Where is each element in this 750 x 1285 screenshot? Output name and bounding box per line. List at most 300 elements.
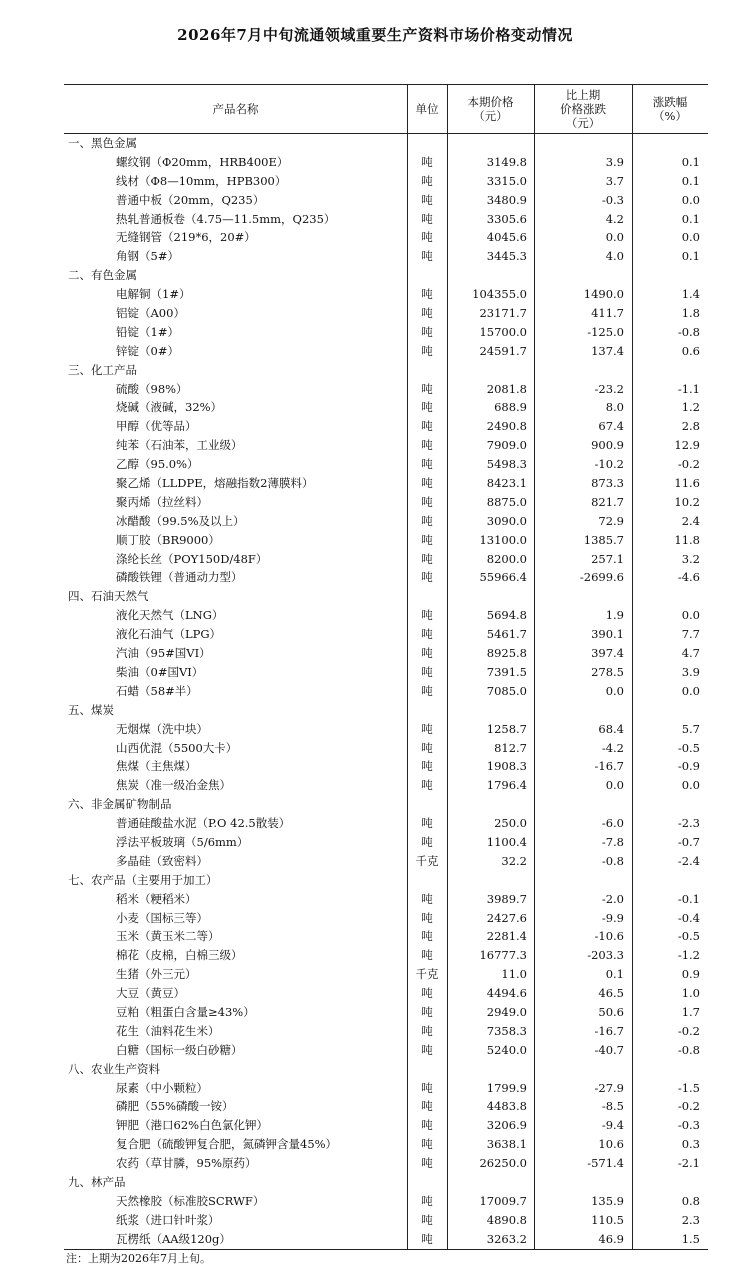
- current-price-cell: 4045.6: [486, 230, 527, 245]
- change-percent-cell: 0.0: [681, 192, 700, 207]
- price-change-cell: -16.7: [594, 1023, 624, 1038]
- change-percent-cell: 0.1: [681, 249, 700, 264]
- category-row: [64, 1060, 708, 1079]
- header-current-price: [447, 85, 534, 133]
- product-name: 锌锭（0#）: [116, 343, 179, 358]
- table-row: [64, 776, 708, 795]
- table-row: [64, 644, 708, 663]
- unit-cell: 吨: [421, 1080, 433, 1095]
- table-row: [64, 474, 708, 493]
- current-price-cell: 3315.0: [486, 173, 527, 188]
- table-row: [64, 1022, 708, 1041]
- change-percent-cell: 3.2: [681, 551, 700, 566]
- change-percent-cell: 2.3: [681, 1212, 700, 1227]
- price-change-cell: 1385.7: [583, 532, 624, 547]
- change-percent-cell: 3.9: [681, 664, 700, 679]
- current-price-cell: 5240.0: [486, 1042, 527, 1057]
- price-change-cell: -4.2: [601, 740, 624, 755]
- change-percent-cell: 2.4: [681, 513, 700, 528]
- unit-cell: 吨: [421, 1231, 433, 1246]
- table-row: [64, 814, 708, 833]
- unit-cell: 吨: [421, 494, 433, 509]
- product-name: 角钢（5#）: [116, 249, 179, 264]
- category-row: [64, 587, 708, 606]
- product-name: 硫酸（98%）: [116, 381, 188, 396]
- current-price-cell: 1796.4: [486, 778, 527, 793]
- table-row: [64, 909, 708, 928]
- unit-cell: 吨: [421, 608, 433, 623]
- price-change-cell: 110.5: [591, 1212, 624, 1227]
- current-price-cell: 3989.7: [486, 891, 527, 906]
- current-price-cell: 8875.0: [486, 494, 527, 509]
- price-change-cell: 137.4: [591, 343, 624, 358]
- table-row: [64, 757, 708, 776]
- category-name: 六、非金属矿物制品: [68, 797, 172, 812]
- unit-cell: 吨: [421, 532, 433, 547]
- unit-cell: 吨: [421, 287, 433, 302]
- price-change-cell: 0.0: [605, 230, 624, 245]
- change-percent-cell: -0.2: [677, 1023, 700, 1038]
- unit-cell: 吨: [421, 1004, 433, 1019]
- table-row: [64, 550, 708, 569]
- current-price-cell: 3090.0: [486, 513, 527, 528]
- current-price-cell: 3445.3: [486, 249, 527, 264]
- change-percent-cell: 11.6: [674, 476, 700, 491]
- change-percent-cell: -2.1: [677, 1156, 700, 1171]
- table-row: [64, 682, 708, 701]
- change-percent-cell: 1.2: [681, 400, 700, 415]
- table-row: [64, 1116, 708, 1135]
- price-change-cell: 50.6: [598, 1004, 624, 1019]
- price-change-cell: 46.9: [598, 1231, 624, 1246]
- unit-cell: 吨: [421, 986, 433, 1001]
- change-percent-cell: -0.9: [677, 759, 700, 774]
- unit-cell: 吨: [421, 306, 433, 321]
- table-row: [64, 833, 708, 852]
- table-row: [64, 436, 708, 455]
- category-row: [64, 266, 708, 285]
- table-row: [64, 1135, 708, 1154]
- current-price-cell: 2281.4: [486, 929, 527, 944]
- table-row: [64, 1154, 708, 1173]
- current-price-cell: 7085.0: [486, 683, 527, 698]
- price-change-cell: 0.0: [605, 683, 624, 698]
- unit-cell: 吨: [421, 1042, 433, 1057]
- table-row: [64, 890, 708, 909]
- unit-cell: 吨: [421, 419, 433, 434]
- price-change-cell: 68.4: [598, 721, 624, 736]
- current-price-cell: 7909.0: [486, 438, 527, 453]
- current-price-cell: 3638.1: [486, 1137, 527, 1152]
- change-percent-cell: -2.4: [677, 853, 700, 868]
- header-change-percent: [632, 85, 708, 133]
- header-change-percent-line1: 涨跌幅: [652, 95, 688, 109]
- change-percent-cell: -0.5: [677, 740, 700, 755]
- unit-cell: 千克: [415, 853, 439, 868]
- current-price-cell: 1258.7: [486, 721, 527, 736]
- product-name: 聚丙烯（拉丝料）: [116, 494, 208, 509]
- change-percent-cell: -2.3: [677, 816, 700, 831]
- product-name: 焦煤（主焦煤）: [116, 759, 197, 774]
- unit-cell: 吨: [421, 476, 433, 491]
- change-percent-cell: 0.0: [681, 608, 700, 623]
- header-price-change-line1: 比上期: [565, 88, 601, 102]
- product-name: 小麦（国标三等）: [116, 910, 208, 925]
- product-name: 热轧普通板卷（4.75—11.5mm，Q235）: [116, 211, 336, 226]
- price-change-cell: -125.0: [587, 324, 624, 339]
- change-percent-cell: 1.7: [681, 1004, 700, 1019]
- product-name: 焦炭（准一级冶金焦）: [116, 778, 231, 793]
- current-price-cell: 17009.7: [479, 1193, 527, 1208]
- change-percent-cell: 0.1: [681, 154, 700, 169]
- product-name: 电解铜（1#）: [116, 287, 191, 302]
- product-name: 聚乙烯（LLDPE，熔融指数2薄膜料）: [116, 476, 314, 491]
- category-name: 三、化工产品: [68, 362, 137, 377]
- current-price-cell: 2427.6: [486, 910, 527, 925]
- product-name: 磷酸铁锂（普通动力型）: [116, 570, 243, 585]
- table-row: [64, 1041, 708, 1060]
- table-row: [64, 1079, 708, 1098]
- header-price-change-line2: 价格涨跌: [560, 102, 606, 116]
- product-name: 液化天然气（LNG）: [116, 608, 224, 623]
- table-row: [64, 1211, 708, 1230]
- unit-cell: 吨: [421, 816, 433, 831]
- header-unit: 单位: [415, 102, 439, 116]
- category-name: 七、农产品（主要用于加工）: [68, 872, 218, 887]
- product-name: 农药（草甘膦，95%原药）: [116, 1156, 257, 1171]
- price-change-cell: -40.7: [594, 1042, 624, 1057]
- unit-cell: 吨: [421, 324, 433, 339]
- category-name: 一、黑色金属: [68, 136, 137, 150]
- price-change-cell: 3.9: [605, 154, 624, 169]
- change-percent-cell: 0.0: [681, 778, 700, 793]
- unit-cell: 吨: [421, 1212, 433, 1227]
- product-name: 豆粕（粗蛋白含量≥43%）: [116, 1004, 255, 1019]
- table-header: [64, 84, 708, 134]
- change-percent-cell: 0.1: [681, 211, 700, 226]
- change-percent-cell: -0.8: [677, 1042, 700, 1057]
- category-row: [64, 701, 708, 720]
- table-row: [64, 153, 708, 172]
- current-price-cell: 4890.8: [486, 1212, 527, 1227]
- change-percent-cell: -0.5: [677, 929, 700, 944]
- table-row: [64, 606, 708, 625]
- unit-cell: 吨: [421, 154, 433, 169]
- table-row: [64, 247, 708, 266]
- category-row: [64, 361, 708, 380]
- table-row: [64, 323, 708, 342]
- unit-cell: 吨: [421, 211, 433, 226]
- product-name: 山西优混（5500大卡）: [116, 740, 238, 755]
- change-percent-cell: 1.8: [681, 306, 700, 321]
- current-price-cell: 104355.0: [472, 287, 527, 302]
- unit-cell: 吨: [421, 570, 433, 585]
- change-percent-cell: 0.1: [681, 173, 700, 188]
- price-change-cell: 873.3: [591, 476, 624, 491]
- table-row: [64, 228, 708, 247]
- current-price-cell: 3263.2: [486, 1231, 527, 1246]
- product-name: 瓦楞纸（AA级120g）: [116, 1231, 231, 1246]
- price-change-cell: 3.7: [605, 173, 624, 188]
- price-change-cell: 0.1: [605, 967, 624, 982]
- current-price-cell: 4483.8: [486, 1099, 527, 1114]
- product-name: 白糖（国标一级白砂糖）: [116, 1042, 243, 1057]
- unit-cell: 吨: [421, 438, 433, 453]
- change-percent-cell: -0.2: [677, 1099, 700, 1114]
- price-change-cell: 10.6: [598, 1137, 624, 1152]
- current-price-cell: 5461.7: [486, 627, 527, 642]
- change-percent-cell: 5.7: [681, 721, 700, 736]
- price-change-cell: -8.5: [601, 1099, 624, 1114]
- current-price-cell: 688.9: [494, 400, 527, 415]
- table-row: [64, 852, 708, 871]
- table-row: [64, 1192, 708, 1211]
- table-row: [64, 417, 708, 436]
- price-change-cell: -10.6: [594, 929, 624, 944]
- category-row: [64, 795, 708, 814]
- change-percent-cell: 0.8: [681, 1193, 700, 1208]
- category-row: [64, 1173, 708, 1192]
- price-change-cell: -16.7: [594, 759, 624, 774]
- product-name: 大豆（黄豆）: [116, 986, 185, 1001]
- unit-cell: 吨: [421, 1099, 433, 1114]
- price-change-cell: 390.1: [591, 627, 624, 642]
- unit-cell: 吨: [421, 740, 433, 755]
- current-price-cell: 23171.7: [479, 306, 527, 321]
- table-row: [64, 172, 708, 191]
- product-name: 纸浆（进口针叶浆）: [116, 1212, 220, 1227]
- product-name: 线材（Φ8—10mm，HPB300）: [116, 173, 287, 188]
- product-name: 花生（油料花生米）: [116, 1023, 220, 1038]
- price-change-cell: -2699.6: [579, 570, 624, 585]
- current-price-cell: 3305.6: [486, 211, 527, 226]
- change-percent-cell: 1.4: [681, 287, 700, 302]
- change-percent-cell: 10.2: [674, 494, 700, 509]
- category-name: 九、林产品: [68, 1174, 126, 1189]
- header-current-price-line2: （元）: [473, 109, 508, 123]
- unit-cell: 吨: [421, 910, 433, 925]
- price-change-cell: 72.9: [598, 513, 624, 528]
- current-price-cell: 15700.0: [479, 324, 527, 339]
- unit-cell: 吨: [421, 1118, 433, 1133]
- table-row: [64, 493, 708, 512]
- change-percent-cell: 7.7: [681, 627, 700, 642]
- price-change-cell: -9.4: [601, 1118, 624, 1133]
- change-percent-cell: -1.5: [677, 1080, 700, 1095]
- price-change-cell: -0.3: [601, 192, 624, 207]
- product-name: 玉米（黄玉米二等）: [116, 929, 220, 944]
- product-name: 铝锭（A00）: [116, 306, 185, 321]
- product-name: 棉花（皮棉，白棉三级）: [116, 948, 243, 963]
- product-name: 烧碱（液碱，32%）: [116, 400, 223, 415]
- product-name: 生猪（外三元）: [116, 967, 197, 982]
- unit-cell: 吨: [421, 1193, 433, 1208]
- price-change-cell: -571.4: [587, 1156, 624, 1171]
- price-change-cell: 397.4: [591, 646, 624, 661]
- current-price-cell: 11.0: [501, 967, 527, 982]
- product-name: 涤纶长丝（POY150D/48F）: [116, 551, 268, 566]
- product-name: 石蜡（58#半）: [116, 683, 198, 698]
- unit-cell: 吨: [421, 834, 433, 849]
- product-name: 复合肥（硫酸钾复合肥，氮磷钾含量45%）: [116, 1137, 338, 1152]
- page-title: 2026年7月中旬流通领域重要生产资料市场价格变动情况: [177, 26, 573, 44]
- category-name: 五、煤炭: [68, 702, 114, 717]
- price-change-cell: -6.0: [601, 816, 624, 831]
- current-price-cell: 2490.8: [486, 419, 527, 434]
- table-row: [64, 739, 708, 758]
- price-change-cell: -10.2: [594, 457, 624, 472]
- product-name: 螺纹钢（Φ20mm，HRB400E）: [116, 154, 289, 169]
- unit-cell: 吨: [421, 664, 433, 679]
- table-row: [64, 663, 708, 682]
- header-change-percent-line2: （%）: [653, 109, 687, 123]
- current-price-cell: 7391.5: [486, 664, 527, 679]
- table-row: [64, 1003, 708, 1022]
- current-price-cell: 8925.8: [486, 646, 527, 661]
- header-product-name: 产品名称: [212, 102, 259, 116]
- table-row: [64, 342, 708, 361]
- product-name: 冰醋酸（99.5%及以上）: [116, 513, 245, 528]
- change-percent-cell: 0.0: [681, 230, 700, 245]
- product-name: 无烟煤（洗中块）: [116, 721, 208, 736]
- current-price-cell: 812.7: [494, 740, 527, 755]
- price-change-cell: 4.0: [605, 249, 624, 264]
- unit-cell: 吨: [421, 759, 433, 774]
- change-percent-cell: 0.6: [681, 343, 700, 358]
- product-name: 纯苯（石油苯，工业级）: [116, 438, 243, 453]
- table-row: [64, 927, 708, 946]
- current-price-cell: 55966.4: [479, 570, 527, 585]
- current-price-cell: 3149.8: [486, 154, 527, 169]
- change-percent-cell: -0.8: [677, 324, 700, 339]
- header-price-change-line3: （元）: [565, 116, 601, 130]
- price-change-cell: 257.1: [591, 551, 624, 566]
- product-name: 浮法平板玻璃（5/6mm）: [116, 834, 249, 849]
- change-percent-cell: 0.3: [681, 1137, 700, 1152]
- change-percent-cell: -0.3: [677, 1118, 700, 1133]
- product-name: 稻米（粳稻米）: [116, 891, 197, 906]
- unit-cell: 吨: [421, 173, 433, 188]
- price-change-cell: 1.9: [605, 608, 624, 623]
- category-row: [64, 871, 708, 890]
- table-row: [64, 720, 708, 739]
- change-percent-cell: -4.6: [677, 570, 700, 585]
- product-name: 钾肥（港口62%白色氯化钾）: [116, 1118, 269, 1133]
- unit-cell: 吨: [421, 513, 433, 528]
- product-name: 尿素（中小颗粒）: [116, 1080, 208, 1095]
- price-table: [64, 84, 708, 1250]
- unit-cell: 吨: [421, 1137, 433, 1152]
- current-price-cell: 7358.3: [486, 1023, 527, 1038]
- table-row: [64, 210, 708, 229]
- change-percent-cell: -0.1: [677, 891, 700, 906]
- price-change-cell: -203.3: [587, 948, 624, 963]
- current-price-cell: 8200.0: [486, 551, 527, 566]
- change-percent-cell: 0.0: [681, 683, 700, 698]
- current-price-cell: 24591.7: [479, 343, 527, 358]
- current-price-cell: 8423.1: [486, 476, 527, 491]
- unit-cell: 吨: [421, 551, 433, 566]
- unit-cell: 吨: [421, 1156, 433, 1171]
- change-percent-cell: -0.4: [677, 910, 700, 925]
- product-name: 多晶硅（致密料）: [116, 853, 208, 868]
- unit-cell: 千克: [415, 967, 439, 982]
- unit-cell: 吨: [421, 948, 433, 963]
- change-percent-cell: -1.2: [677, 948, 700, 963]
- product-name: 普通硅酸盐水泥（P.O 42.5散装）: [116, 816, 291, 831]
- current-price-cell: 26250.0: [479, 1156, 527, 1171]
- table-row: [64, 285, 708, 304]
- unit-cell: 吨: [421, 778, 433, 793]
- price-change-cell: -0.8: [601, 853, 624, 868]
- product-name: 顺丁胶（BR9000）: [116, 532, 220, 547]
- table-row: [64, 455, 708, 474]
- header-current-price-line1: 本期价格: [467, 95, 514, 109]
- table-row: [64, 304, 708, 323]
- current-price-cell: 2949.0: [486, 1004, 527, 1019]
- current-price-cell: 16777.3: [479, 948, 527, 963]
- unit-cell: 吨: [421, 1023, 433, 1038]
- footnote: 注：上期为2026年7月上旬。: [66, 1252, 211, 1265]
- table-row: [64, 1230, 708, 1249]
- current-price-cell: 32.2: [501, 853, 527, 868]
- header-price-change: [534, 85, 632, 133]
- price-change-cell: -9.9: [601, 910, 624, 925]
- product-name: 普通中板（20mm，Q235）: [116, 192, 265, 207]
- change-percent-cell: 0.9: [681, 967, 700, 982]
- change-percent-cell: -0.2: [677, 457, 700, 472]
- change-percent-cell: 1.0: [681, 986, 700, 1001]
- price-change-cell: 411.7: [591, 306, 624, 321]
- price-change-cell: -23.2: [594, 381, 624, 396]
- unit-cell: 吨: [421, 230, 433, 245]
- change-percent-cell: 11.8: [674, 532, 700, 547]
- price-change-cell: 46.5: [598, 986, 624, 1001]
- product-name: 磷肥（55%磷酸一铵）: [116, 1099, 234, 1114]
- price-change-cell: 8.0: [605, 400, 624, 415]
- category-name: 四、石油天然气: [68, 589, 149, 604]
- table-row: [64, 568, 708, 587]
- change-percent-cell: -0.7: [677, 834, 700, 849]
- product-name: 柴油（0#国VI）: [116, 664, 204, 679]
- table-row: [64, 191, 708, 210]
- product-name: 甲醇（优等品）: [116, 419, 197, 434]
- unit-cell: 吨: [421, 457, 433, 472]
- current-price-cell: 4494.6: [486, 986, 527, 1001]
- table-row: [64, 1097, 708, 1116]
- unit-cell: 吨: [421, 683, 433, 698]
- price-change-cell: -27.9: [594, 1080, 624, 1095]
- current-price-cell: 13100.0: [479, 532, 527, 547]
- current-price-cell: 5498.3: [486, 457, 527, 472]
- price-change-cell: 900.9: [591, 438, 624, 453]
- current-price-cell: 1100.4: [486, 834, 527, 849]
- product-name: 乙醇（95.0%）: [116, 457, 199, 472]
- product-name: 铅锭（1#）: [116, 324, 179, 339]
- change-percent-cell: 2.8: [681, 419, 700, 434]
- price-change-cell: -7.8: [601, 834, 624, 849]
- change-percent-cell: 12.9: [674, 438, 700, 453]
- unit-cell: 吨: [421, 343, 433, 358]
- category-name: 八、农业生产资料: [68, 1061, 160, 1076]
- unit-cell: 吨: [421, 929, 433, 944]
- table-row: [64, 398, 708, 417]
- category-row: [64, 134, 708, 153]
- current-price-cell: 3480.9: [486, 192, 527, 207]
- unit-cell: 吨: [421, 400, 433, 415]
- price-change-cell: 67.4: [598, 419, 624, 434]
- table-row: [64, 512, 708, 531]
